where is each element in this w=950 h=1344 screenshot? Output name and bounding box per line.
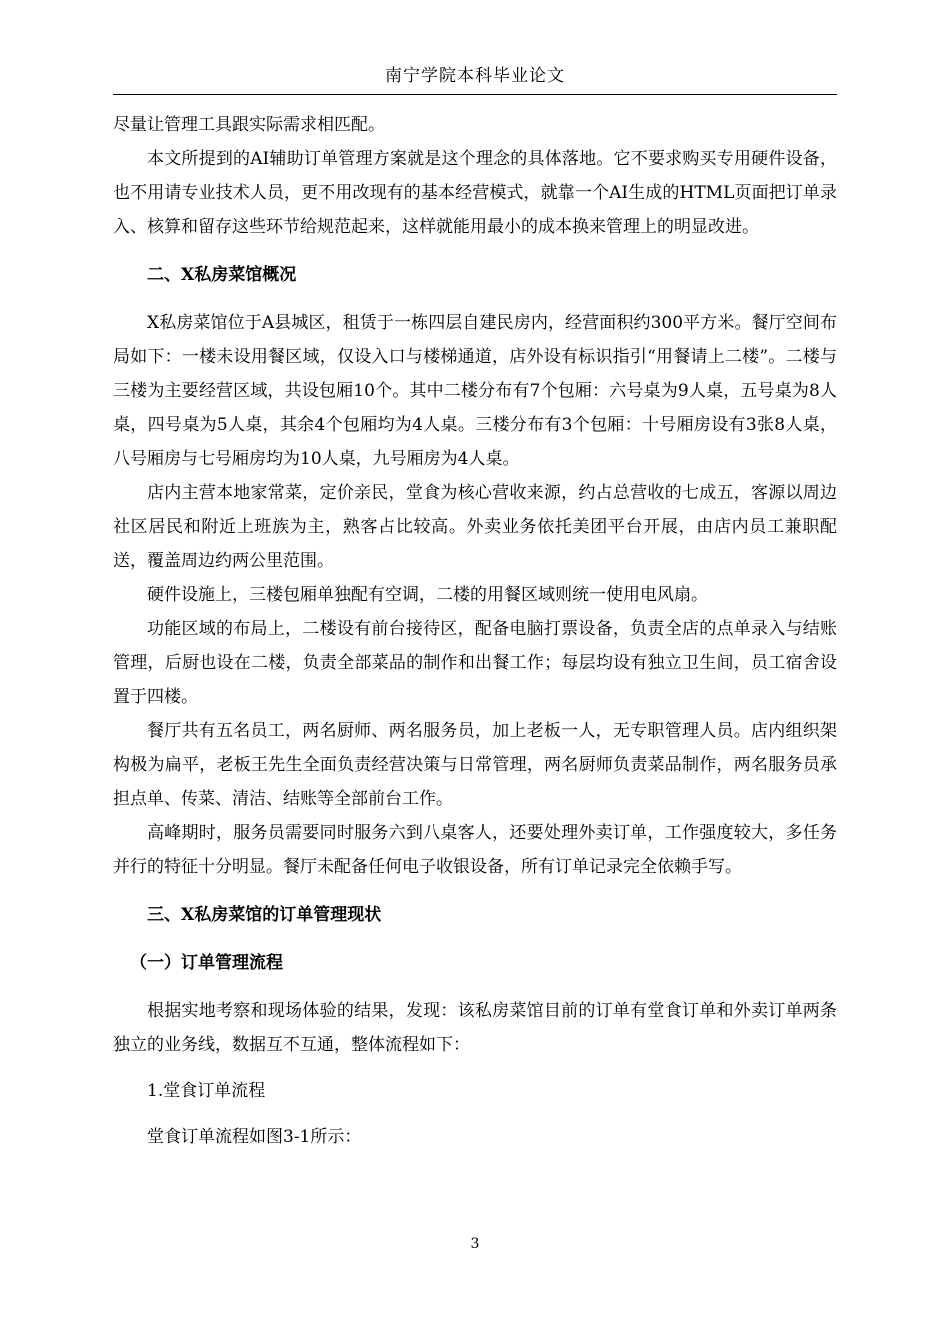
paragraph-staff: 餐厅共有五名员工，两名厨师、两名服务员，加上老板一人，无专职管理人员。店内组织架构极为扁平，老板王先生全面负责经营决策与日常管理，两名厨师负责菜品制作，两名服务员承担点单、传菜、清洁、结账等全部前台工作。: [113, 721, 837, 809]
page-number: 3: [470, 1236, 480, 1252]
header-rule: [113, 94, 837, 95]
paragraph-figure-reference: 堂食订单流程如图3-1所示：: [147, 1127, 362, 1147]
paragraph-peak-hours: 高峰期时，服务员需要同时服务六到八桌客人，还要处理外卖订单，工作强度较大，多任务并行的特征十分明显。餐厅未配备任何电子收银设备，所有订单记录完全依赖手写。: [113, 823, 837, 877]
list-heading-dine-in-flow: 1.堂食订单流程: [147, 1081, 266, 1101]
paragraph-function-areas: 功能区域的布局上，二楼设有前台接待区，配备电脑打票设备，负责全店的点单录入与结账管理，后厨也设在二楼，负责全部菜品的制作和出餐工作；每层均设有独立卫生间，员工宿舍设置于四楼。: [113, 619, 837, 707]
subsection-heading-order-flow: （一）订单管理流程: [130, 953, 283, 973]
page-body: [113, 108, 837, 1154]
paragraph-field-findings: 根据实地考察和现场体验的结果，发现：该私房菜馆目前的订单有堂食订单和外卖订单两条独立的业务线，数据互不互通，整体流程如下：: [113, 1001, 837, 1055]
paragraph-ai-solution: 本文所提到的AI辅助订单管理方案就是这个理念的具体落地。它不要求购买专用硬件设备，也不用请专业技术人员，更不用改现有的基本经营模式，就靠一个AI生成的HTML页面把订单录入、核算和留存这些环节给规范起来，这样就能用最小的成本换来管理上的明显改进。: [113, 149, 837, 237]
section-heading-order-status: 三、X私房菜馆的订单管理现状: [147, 905, 382, 925]
paragraph-location-layout: X私房菜馆位于A县城区，租赁于一栋四层自建民房内，经营面积约300平方米。餐厅空间布局如下：一楼未设用餐区域，仅设入口与楼梯通道，店外设有标识指引“用餐请上二楼”。二楼与三楼为主要经营区域，共设包厢10个。其中二楼分布有7个包厢：六号桌为9人桌，五号桌为8人桌，四号桌为5人桌，其余4个包厢均为4人桌。三楼分布有3个包厢：十号厢房设有3张8人桌，八号厢房与七号厢房均为10人桌，九号厢房为4人桌。: [113, 313, 837, 469]
paragraph-business: 店内主营本地家常菜，定价亲民，堂食为核心营收来源，约占总营收的七成五，客源以周边社区居民和附近上班族为主，熟客占比较高。外卖业务依托美团平台开展，由店内员工兼职配送，覆盖周边约两公里范围。: [113, 483, 837, 571]
section-heading-overview: 二、X私房菜馆概况: [147, 265, 297, 285]
paragraph-hardware: 硬件设施上，三楼包厢单独配有空调，二楼的用餐区域则统一使用电风扇。: [147, 585, 708, 605]
running-header: 南宁学院本科毕业论文: [385, 66, 565, 86]
paragraph-continuation: 尽量让管理工具跟实际需求相匹配。: [113, 115, 385, 135]
